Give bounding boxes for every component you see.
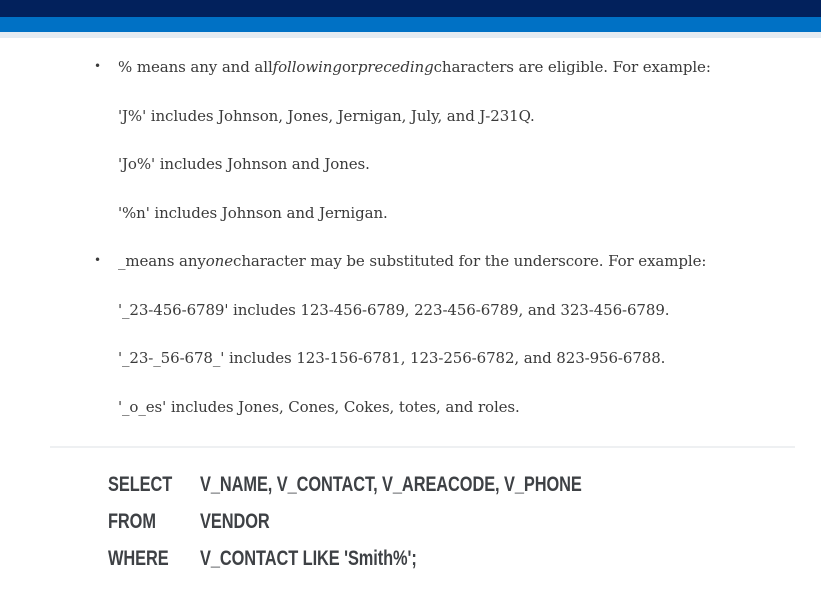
example-line: 'Jo%' includes Johnson and Jones. (118, 155, 370, 174)
bullet-text-segment: characters are eligible. For example: (433, 58, 711, 77)
example-line: '_o_es' includes Jones, Cones, Cokes, totes, and roles. (118, 397, 520, 416)
example-line: 'J%' includes Johnson, Jones, Jernigan, July, and J-231Q. (118, 106, 535, 125)
sql-keyword (108, 547, 200, 571)
top-navy-bar (0, 0, 821, 17)
example-line: '_23-_56-678_' includes 123-156-6781, 123-256-6782, and 823-956-6788. (118, 349, 666, 368)
sql-keyword-text: WHERE (108, 546, 169, 570)
sql-row (108, 540, 807, 577)
bullet-text-segment: following (272, 58, 342, 77)
bullet-item (94, 43, 807, 92)
page-content (0, 43, 821, 577)
top-blue-bar (0, 17, 821, 32)
wildcard-bullet-list (94, 43, 807, 431)
bullet-text-segment: % means any and all (118, 58, 273, 77)
sql-code (200, 510, 289, 534)
sql-code-text: VENDOR (200, 509, 270, 533)
example-line: '_23-456-6789' includes 123-456-6789, 223-456-6789, and 323-456-6789. (118, 300, 670, 319)
sql-code-text: V_CONTACT LIKE 'Smith%'; (200, 546, 417, 570)
bullet-icon: • (94, 59, 101, 74)
sql-keyword (108, 510, 200, 534)
sql-query-block (108, 466, 807, 577)
sql-keyword-text: FROM (108, 509, 156, 533)
sql-code (200, 473, 689, 497)
bullet-text-segment: one (205, 252, 234, 271)
bullet-text-segment: _means any (118, 252, 206, 271)
example-line: '%n' includes Johnson and Jernigan. (118, 203, 388, 222)
sql-keyword (108, 473, 200, 497)
sql-code (200, 547, 478, 571)
bullet-text-segment: character may be substituted for the underscore. For example: (233, 252, 707, 271)
sql-keyword-text: SELECT (108, 472, 173, 496)
sql-code-text: V_NAME, V_CONTACT, V_AREACODE, V_PHONE (200, 472, 582, 496)
bullet-item (94, 237, 807, 286)
bullet-text-segment: preceding (357, 58, 434, 77)
top-light-strip (0, 32, 821, 38)
sql-row (108, 466, 807, 503)
section-divider (50, 446, 795, 448)
sql-row (108, 503, 807, 540)
bullet-text-segment: or (341, 58, 358, 77)
bullet-icon: • (94, 253, 101, 268)
